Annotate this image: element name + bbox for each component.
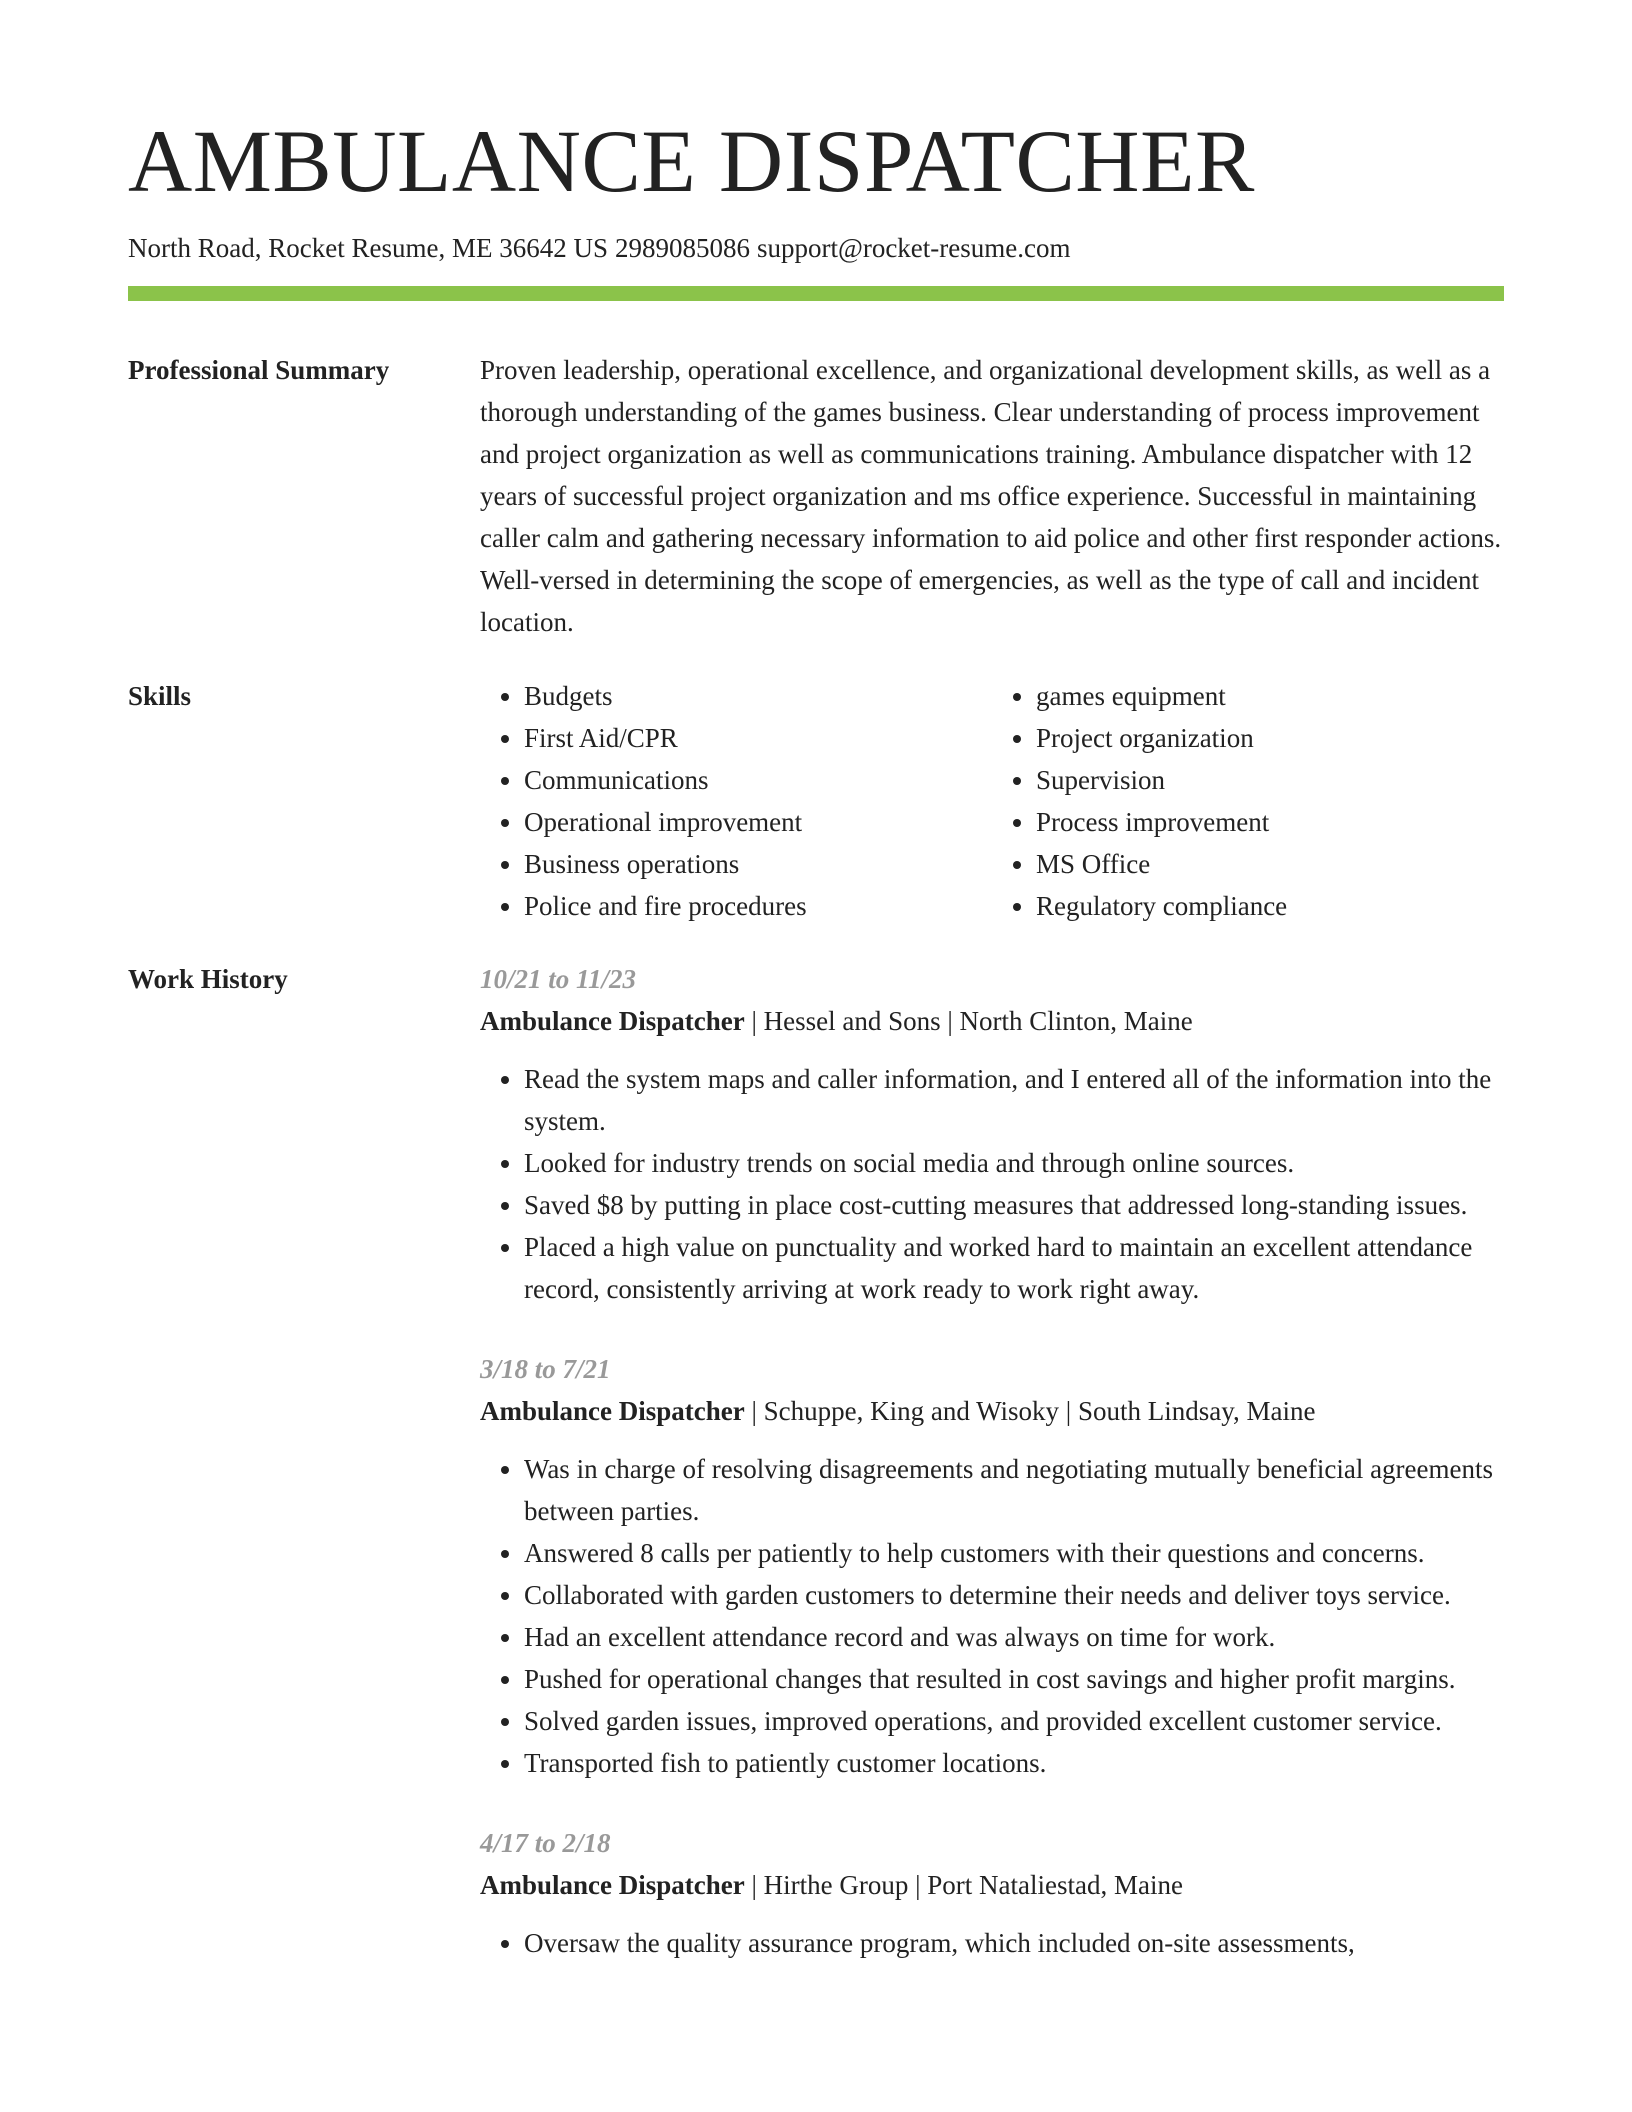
work-history-body xyxy=(480,958,1504,2002)
summary-heading: Professional Summary xyxy=(128,355,390,385)
job-title-line xyxy=(480,1390,1504,1432)
summary-text: Proven leadership, operational excellence, and organizational development skills, as well as a thorough understanding of the games business. Clear understanding of process improvement and project organization as well as communications training. Ambulance dispatcher with 12 years of successful project organization and ms office experience. Successful in maintaining caller calm and gathering necessary information to aid police and other first responder actions. Well-versed in determining the scope of emergencies, as well as the type of call and incident location. xyxy=(480,355,1502,637)
contact-email: support@rocket-resume.com xyxy=(756,233,1071,263)
job-details: | Hessel and Sons | North Clinton, Maine xyxy=(744,1006,1193,1036)
skills-columns xyxy=(480,675,1504,927)
skills-list-left xyxy=(480,675,992,927)
skills-list-right xyxy=(992,675,1504,927)
job-dates: 4/17 to 2/18 xyxy=(480,1828,611,1858)
job-entry xyxy=(480,1348,1504,1784)
job-title-line xyxy=(480,1000,1504,1042)
summary-body xyxy=(480,349,1504,643)
skill-item: • MS Office xyxy=(1036,843,1504,885)
skill-item: • Operational improvement xyxy=(524,801,992,843)
job-bullet: • Answered 8 calls per patiently to help customers with their questions and concerns. xyxy=(524,1532,1504,1574)
skill-item: • Process improvement xyxy=(1036,801,1504,843)
job-bullet-list xyxy=(480,1058,1504,1310)
job-bullet: • Looked for industry trends on social media and through online sources. xyxy=(524,1142,1504,1184)
skill-item: • Business operations xyxy=(524,843,992,885)
skill-item: • First Aid/CPR xyxy=(524,717,992,759)
skill-item: • Project organization xyxy=(1036,717,1504,759)
job-bullet: • Solved garden issues, improved operations, and provided excellent customer service. xyxy=(524,1700,1504,1742)
job-bullet: • Had an excellent attendance record and was always on time for work. xyxy=(524,1616,1504,1658)
job-bullet: • Oversaw the quality assurance program, which included on-site assessments, xyxy=(524,1922,1504,1964)
job-bullet: • Transported fish to patiently customer locations. xyxy=(524,1742,1504,1784)
contact-line xyxy=(128,232,1071,264)
job-bullet-list xyxy=(480,1448,1504,1784)
job-bullet: • Read the system maps and caller information, and I entered all of the information into the system. xyxy=(524,1058,1504,1142)
skill-item: • games equipment xyxy=(1036,675,1504,717)
job-dates: 10/21 to 11/23 xyxy=(480,964,637,994)
job-dates: 3/18 to 7/21 xyxy=(480,1354,611,1384)
resume-name: AMBULANCE DISPATCHER xyxy=(128,113,1255,211)
job-bullet: • Pushed for operational changes that resulted in cost savings and higher profit margins. xyxy=(524,1658,1504,1700)
skill-item: • Budgets xyxy=(524,675,992,717)
job-entry xyxy=(480,958,1504,1310)
job-bullet: • Placed a high value on punctuality and worked hard to maintain an excellent attendance record, consistently arriving at work ready to work right away. xyxy=(524,1226,1504,1310)
skill-item: • Regulatory compliance xyxy=(1036,885,1504,927)
job-details: | Hirthe Group | Port Nataliestad, Maine xyxy=(744,1870,1183,1900)
job-bullet: • Collaborated with garden customers to determine their needs and deliver toys service. xyxy=(524,1574,1504,1616)
contact-phone: 2989085086 xyxy=(614,233,750,263)
job-bullet: • Was in charge of resolving disagreements and negotiating mutually beneficial agreements between parties. xyxy=(524,1448,1504,1532)
job-entry xyxy=(480,1822,1504,1964)
job-title-line xyxy=(480,1864,1504,1906)
skill-item: • Communications xyxy=(524,759,992,801)
job-bullet: • Saved $8 by putting in place cost-cutting measures that addressed long-standing issues. xyxy=(524,1184,1504,1226)
contact-address: North Road, Rocket Resume, ME 36642 US xyxy=(128,233,608,263)
skills-heading: Skills xyxy=(128,681,192,711)
header-divider xyxy=(128,286,1504,301)
skill-item: • Supervision xyxy=(1036,759,1504,801)
job-bullet-list xyxy=(480,1922,1504,1964)
job-title: Ambulance Dispatcher xyxy=(480,1396,745,1426)
skill-item: • Police and fire procedures xyxy=(524,885,992,927)
job-title: Ambulance Dispatcher xyxy=(480,1870,745,1900)
skills-body xyxy=(480,675,1504,927)
work-history-heading: Work History xyxy=(128,964,288,994)
job-details: | Schuppe, King and Wisoky | South Lindsay, Maine xyxy=(744,1396,1316,1426)
job-title: Ambulance Dispatcher xyxy=(480,1006,745,1036)
